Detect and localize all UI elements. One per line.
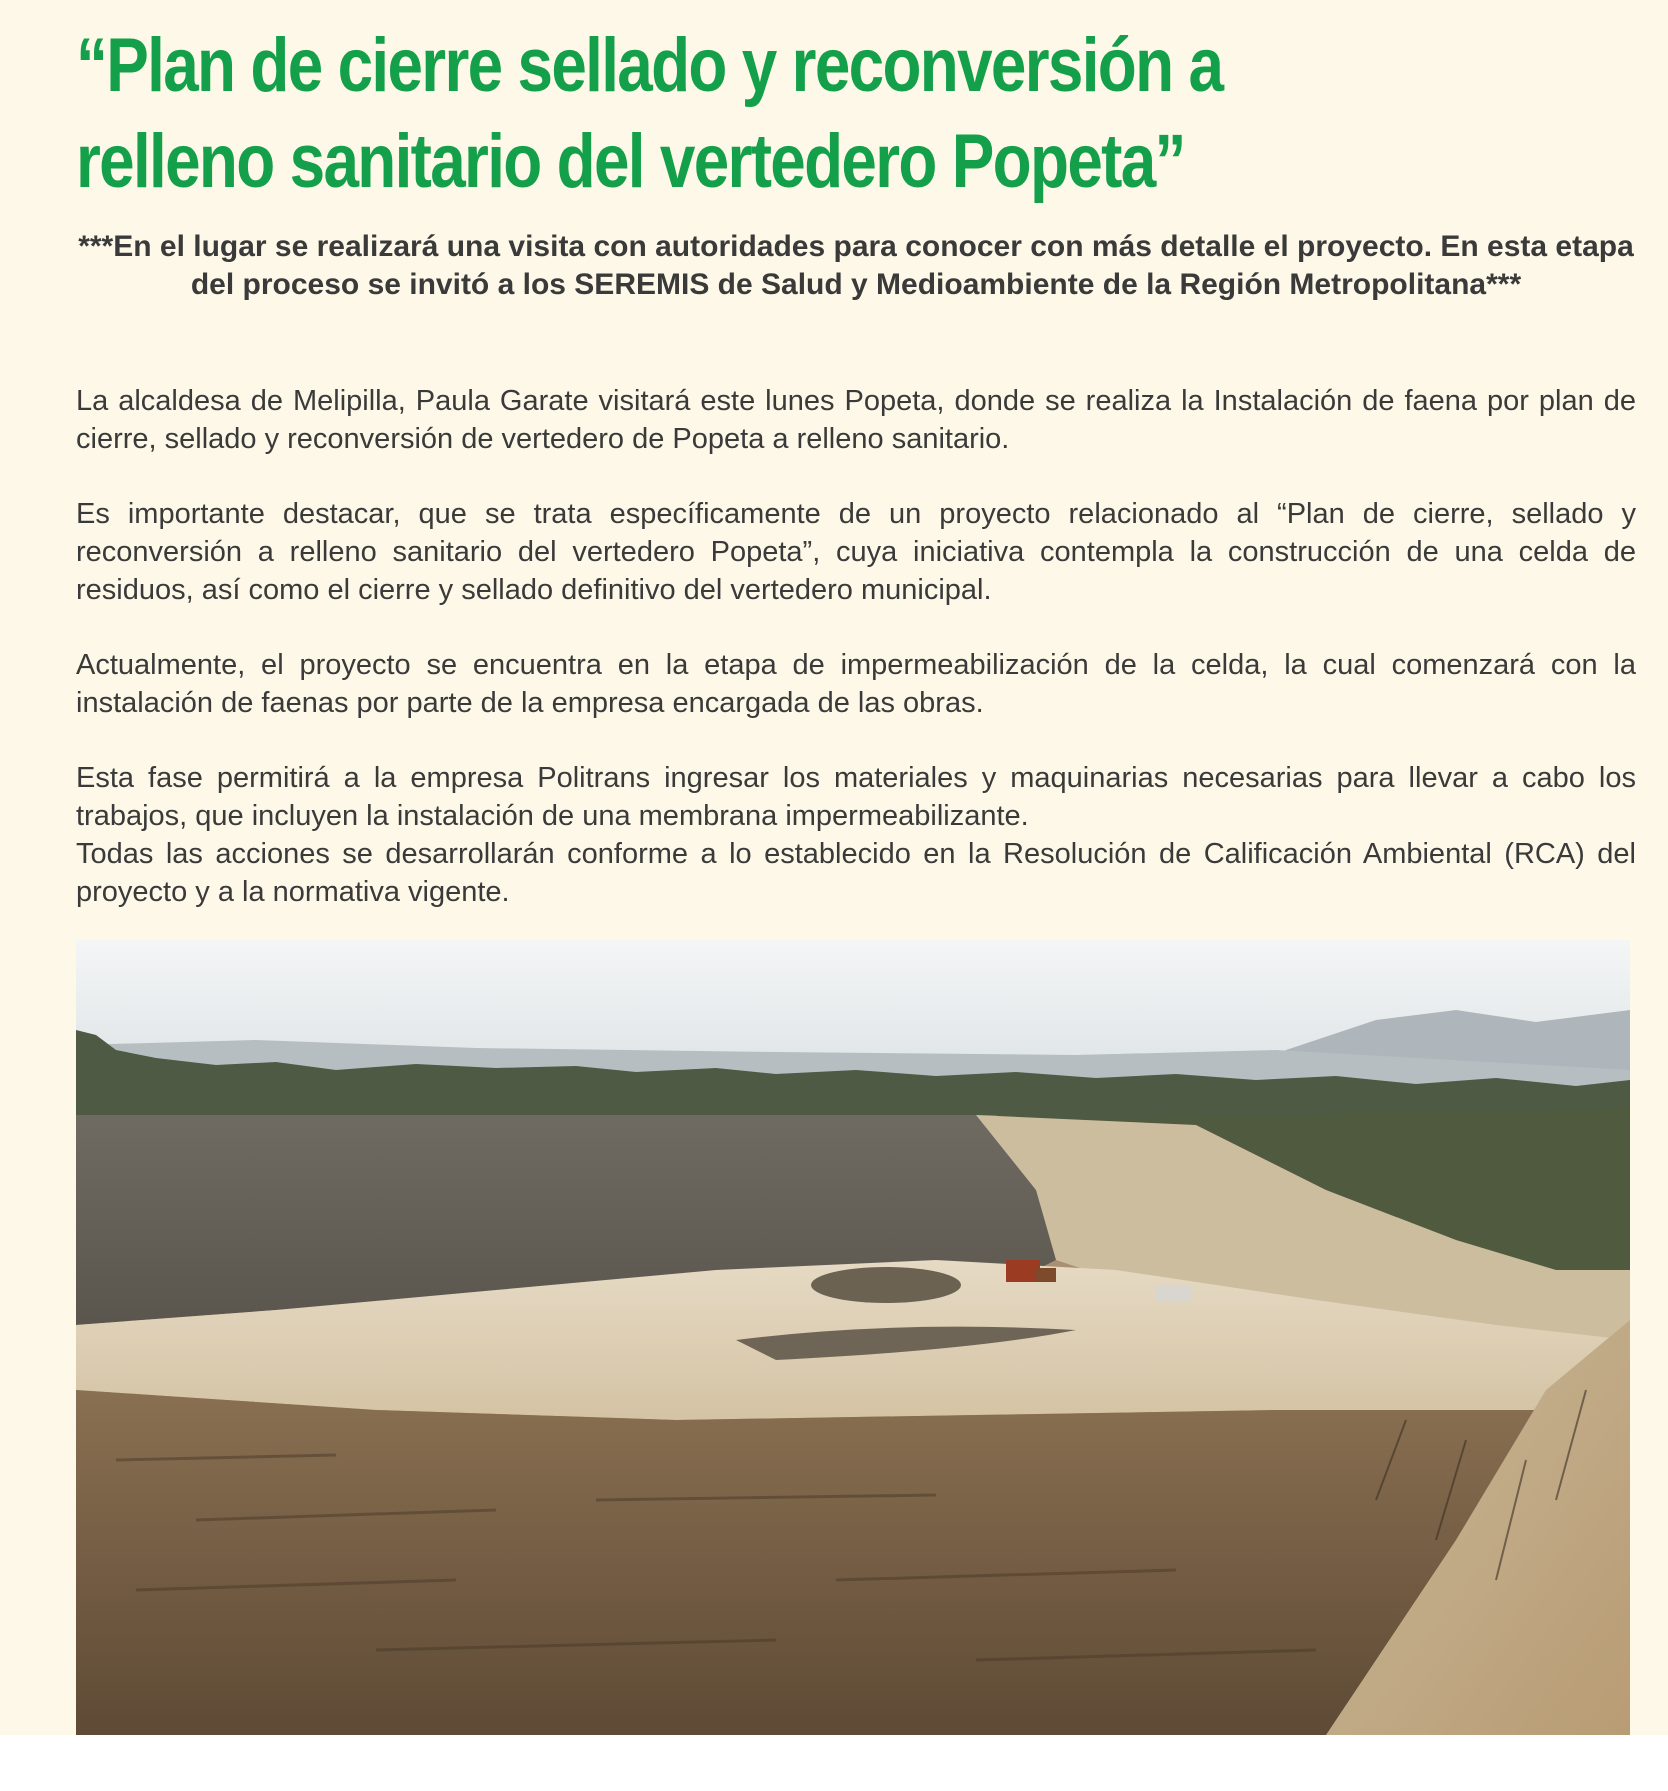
body-paragraph-4: Esta fase permitirá a la empresa Politrans ingresar los materiales y maquinarias necesarias para llevar a cabo los trabajos, que incluyen la instalación de una membrana impermeabilizante.	[76, 762, 1636, 832]
body-paragraph-3: Actualmente, el proyecto se encuentra en la etapa de impermeabilización de la celda, la cual comenzará con la instalación de faenas por parte de la empresa encargada de las obras.	[76, 649, 1636, 719]
body-paragraph-2: Es importante destacar, que se trata específicamente de un proyecto relacionado al “Plan de cierre, sellado y reconversión a relleno sanitario del vertedero Popeta”, cuya iniciativa contempla la construcción de una celda de residuos, así como el cierre y sellado definitivo del vertedero municipal.	[76, 498, 1636, 606]
article-body	[76, 382, 1636, 911]
body-paragraph-5: Todas las acciones se desarrollarán conforme a lo establecido en la Resolución de Calificación Ambiental (RCA) del proyecto y a la normativa vigente.	[76, 838, 1636, 908]
landfill-site-photo	[76, 940, 1630, 1735]
bottom-margin	[0, 1735, 1668, 1791]
article-deck: ***En el lugar se realizará una visita con autoridades para conocer con más detalle el proyecto. En esta etapa del proceso se invitó a los SEREMIS de Salud y Medioambiente de la Región Metropolitana***	[78, 230, 1634, 301]
article-title: “Plan de cierre sellado y reconversión a relleno sanitario del vertedero Popeta”	[76, 23, 1223, 204]
body-paragraph-1: La alcaldesa de Melipilla, Paula Garate visitará este lunes Popeta, donde se realiza la Instalación de faena por plan de cierre, sellado y reconversión de vertedero de Popeta a relleno sanitario.	[76, 385, 1636, 455]
